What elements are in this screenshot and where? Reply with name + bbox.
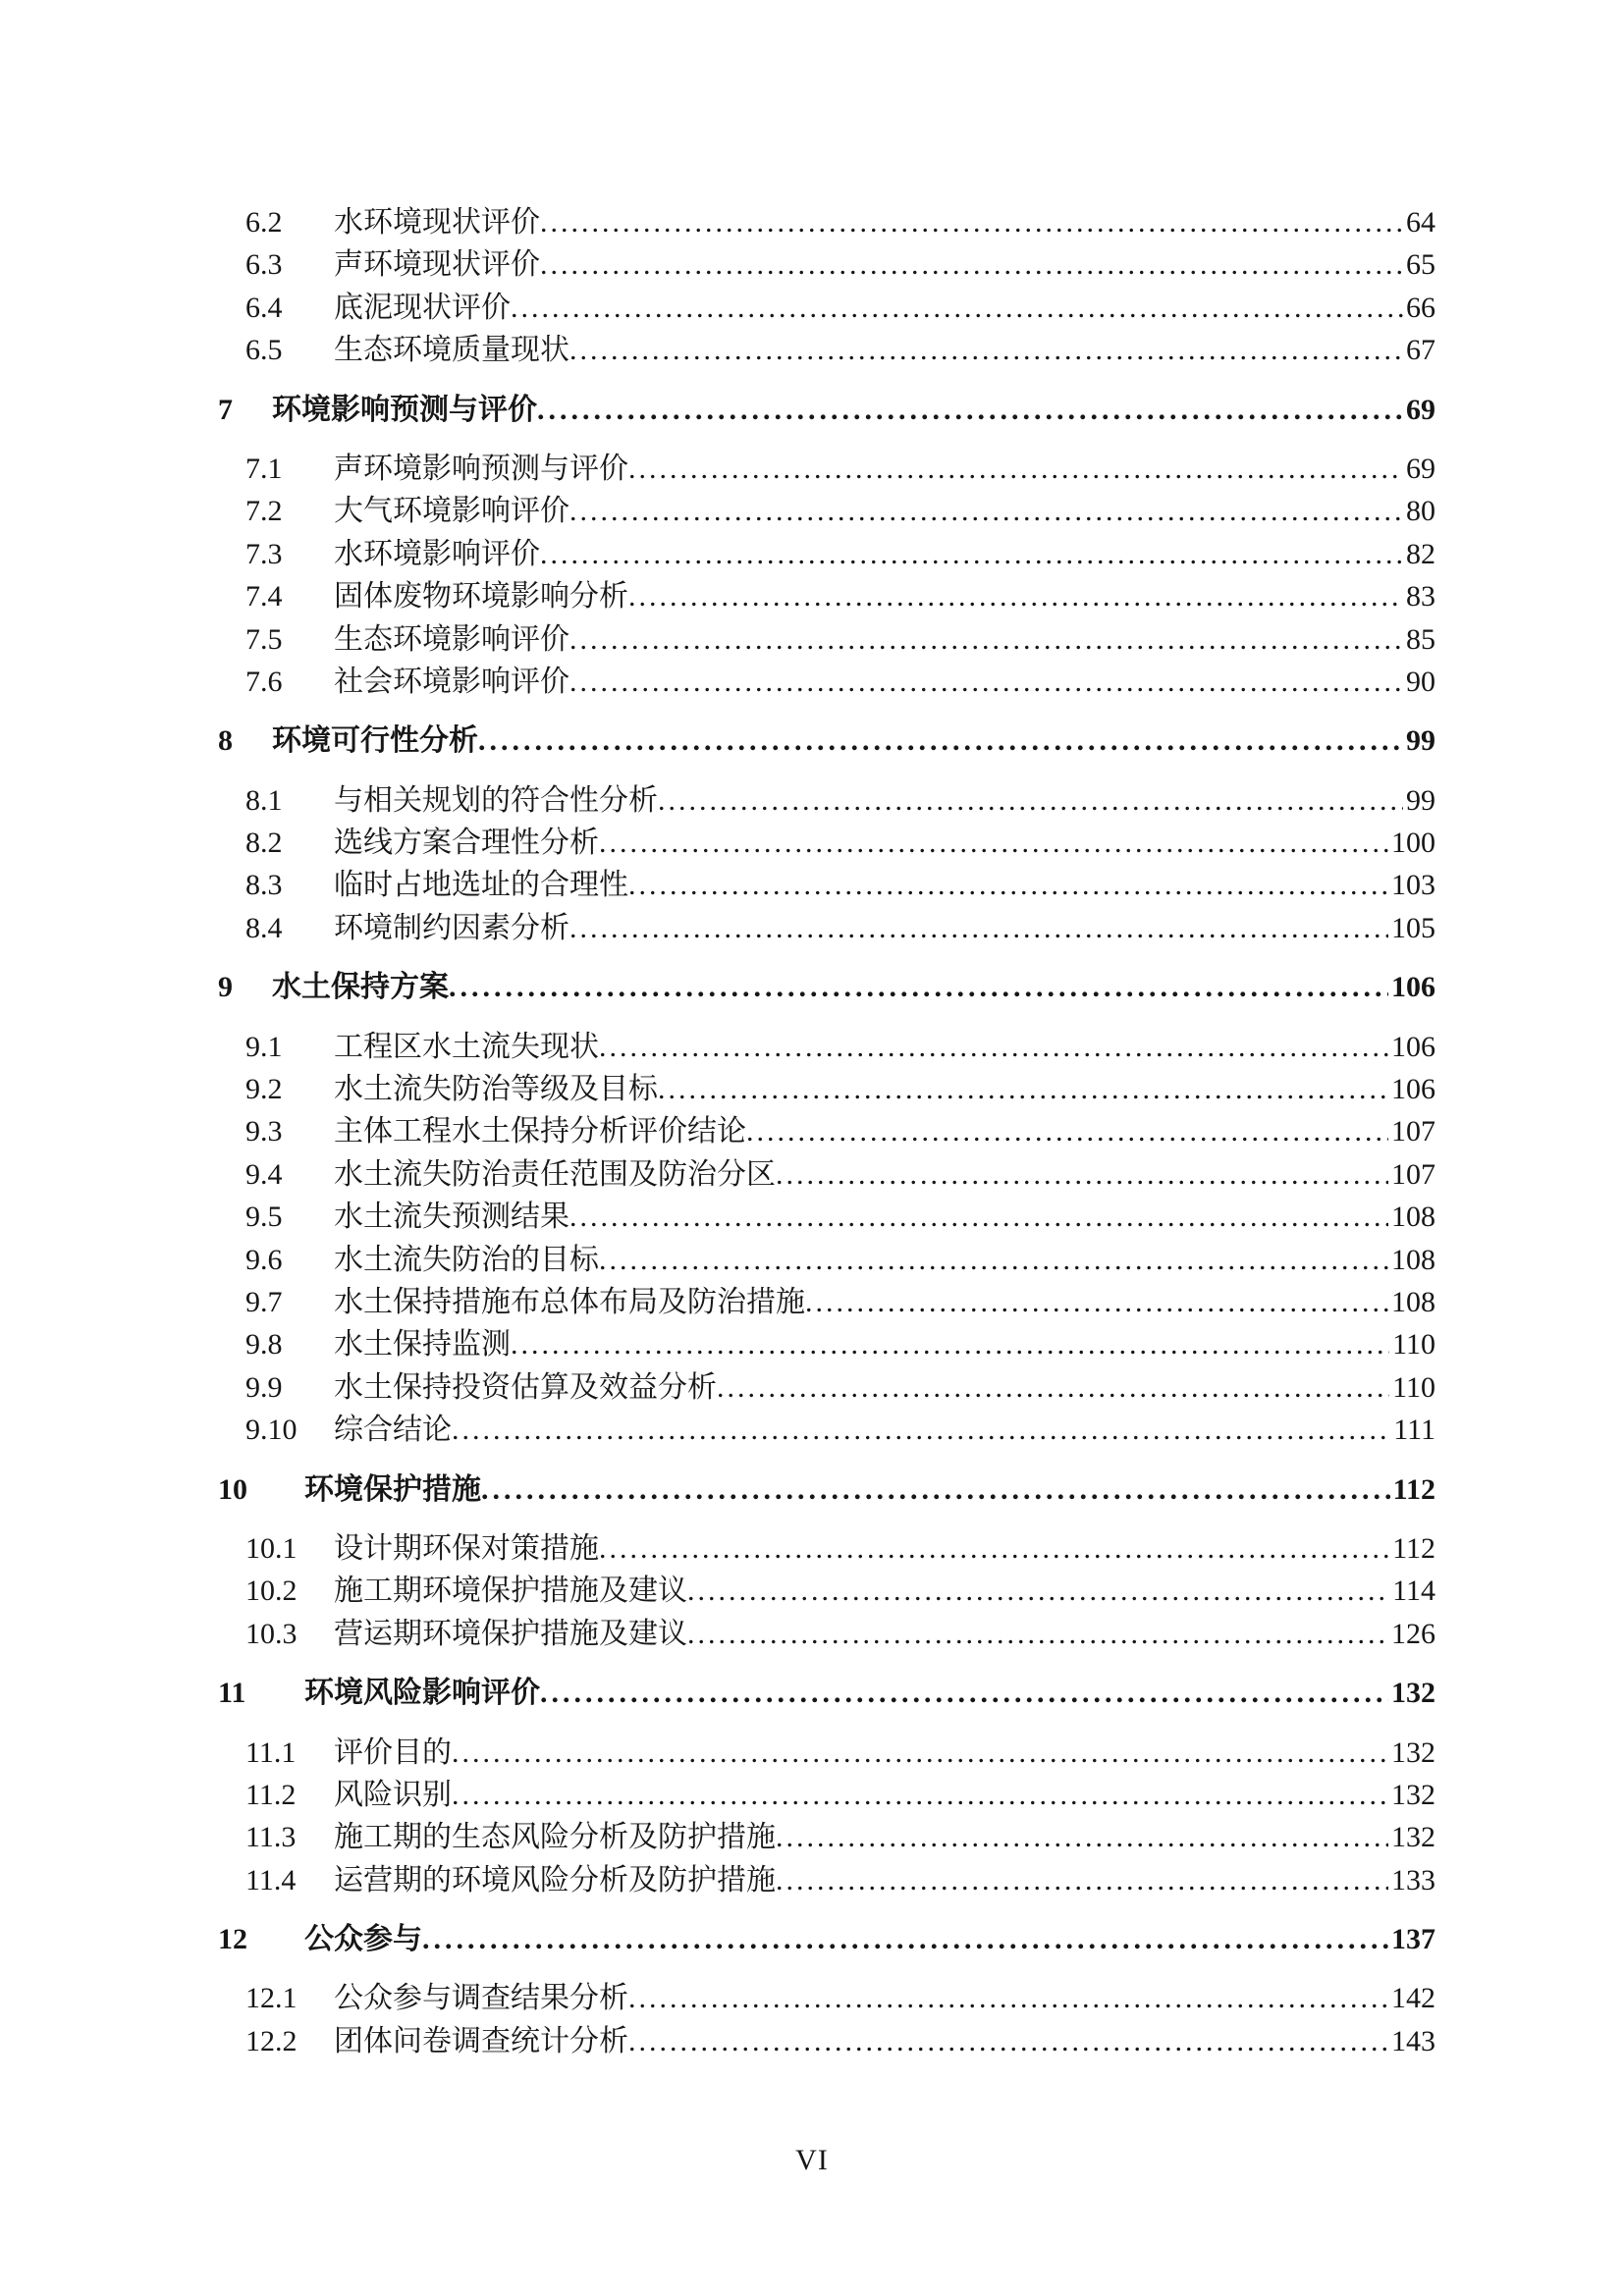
- toc-entry-title: 水土流失预测结果: [334, 1201, 569, 1234]
- toc-leader-dots: [452, 1774, 1388, 1816]
- toc-entry-page: 112: [1392, 1472, 1435, 1506]
- toc-entry-title: 风险识别: [334, 1778, 452, 1811]
- toc-entry[interactable]: [218, 822, 1435, 864]
- toc-entry-number: 9: [218, 971, 233, 1004]
- toc-entry-number: 6.2: [245, 206, 283, 239]
- toc-entry-page: 110: [1392, 1370, 1435, 1404]
- toc-entry-title: 声环境影响预测与评价: [334, 452, 628, 485]
- toc-entry-title: 固体废物环境影响分析: [334, 580, 628, 614]
- toc-entry-page: 132: [1391, 1778, 1435, 1811]
- toc-leader-dots: [511, 287, 1403, 329]
- toc-entry-page: 132: [1391, 1821, 1435, 1854]
- toc-entry-title: 公众参与调查结果分析: [334, 1982, 628, 2015]
- toc-entry[interactable]: [218, 1110, 1435, 1152]
- toc-entry-page: 90: [1406, 665, 1435, 698]
- toc-entry-title: 环境制约因素分析: [334, 911, 569, 944]
- toc-entry-title: 水土保持监测: [334, 1328, 511, 1362]
- toc-entry-page: 65: [1406, 248, 1435, 282]
- toc-entry-page: 100: [1391, 827, 1435, 860]
- toc-entry-page: 108: [1391, 1285, 1435, 1318]
- toc-entry-title: 公众参与: [304, 1923, 422, 1956]
- toc-entry-number: 7.2: [245, 495, 283, 528]
- toc-entry[interactable]: [218, 1323, 1435, 1365]
- toc-entry[interactable]: [218, 618, 1435, 661]
- toc-entry[interactable]: [218, 1366, 1435, 1409]
- toc-entry-page: 111: [1393, 1414, 1435, 1447]
- toc-leader-dots: [537, 389, 1403, 431]
- toc-entry-page: 66: [1406, 291, 1435, 324]
- toc-entry-page: 83: [1406, 580, 1435, 614]
- toc-leader-dots: [717, 1366, 1389, 1409]
- toc-entry-number: 7.6: [245, 665, 283, 698]
- toc-leader-dots: [687, 1570, 1389, 1612]
- toc-entry[interactable]: [218, 779, 1435, 822]
- toc-entry-number: 9.5: [245, 1201, 283, 1234]
- toc-leader-dots: [540, 243, 1403, 286]
- toc-entry-number: 10: [218, 1472, 247, 1506]
- toc-entry-number: 9.7: [245, 1285, 283, 1318]
- toc-entry-number: 11.4: [245, 1863, 297, 1896]
- toc-entry-number: 12.2: [245, 2024, 298, 2057]
- toc-entry-title: 环境可行性分析: [272, 724, 478, 758]
- toc-entry-page: 110: [1392, 1328, 1435, 1362]
- toc-leader-dots: [776, 1153, 1388, 1196]
- toc-entry[interactable]: [218, 1468, 1435, 1511]
- toc-entry[interactable]: [218, 243, 1435, 286]
- toc-entry-number: 9.2: [245, 1073, 283, 1106]
- toc-entry-number: 8: [218, 724, 233, 758]
- toc-entry-title: 水土流失防治等级及目标: [334, 1073, 658, 1106]
- toc-entry[interactable]: [218, 720, 1435, 762]
- toc-leader-dots: [422, 1918, 1388, 1960]
- toc-entry-title: 水土保持方案: [272, 971, 449, 1004]
- toc-leader-dots: [687, 1613, 1388, 1655]
- toc-leader-dots: [569, 329, 1403, 371]
- toc-leader-dots: [805, 1281, 1388, 1323]
- toc-entry-title: 环境风险影响评价: [304, 1677, 540, 1710]
- toc-entry-title: 生态环境质量现状: [334, 334, 569, 367]
- toc-leader-dots: [599, 822, 1388, 864]
- toc-entry-title: 大气环境影响评价: [334, 495, 569, 528]
- toc-entry-number: 8.4: [245, 911, 283, 944]
- toc-entry-page: 99: [1406, 724, 1435, 758]
- toc-entry[interactable]: [218, 661, 1435, 703]
- toc-leader-dots: [658, 779, 1403, 822]
- toc-entry-title: 社会环境影响评价: [334, 665, 569, 698]
- toc-entry-number: 11.3: [245, 1821, 297, 1854]
- toc-entry[interactable]: [218, 1918, 1435, 1960]
- toc-entry[interactable]: [218, 1026, 1435, 1068]
- toc-entry-number: 7.1: [245, 452, 283, 485]
- toc-entry[interactable]: [218, 864, 1435, 906]
- toc-entry-number: 10.2: [245, 1575, 298, 1608]
- toc-leader-dots: [511, 1323, 1389, 1365]
- toc-entry-title: 工程区水土流失现状: [334, 1030, 599, 1063]
- toc-entry-number: 8.1: [245, 783, 283, 817]
- toc-entry[interactable]: [218, 966, 1435, 1008]
- toc-entry-number: 11: [218, 1677, 246, 1710]
- toc-entry-number: 9.10: [245, 1414, 298, 1447]
- toc-entry-page: 114: [1392, 1575, 1435, 1608]
- toc-entry-title: 与相关规划的符合性分析: [334, 783, 658, 817]
- toc-entry-title: 生态环境影响评价: [334, 622, 569, 656]
- toc-entry-number: 9.9: [245, 1370, 283, 1404]
- toc-entry-title: 水土保持措施布总体布局及防治措施: [334, 1285, 805, 1318]
- toc-entry-page: 69: [1406, 393, 1435, 426]
- toc-entry-title: 设计期环保对策措施: [334, 1531, 599, 1565]
- toc-entry-page: 137: [1391, 1923, 1435, 1956]
- toc-entry-title: 施工期的生态风险分析及防护措施: [334, 1821, 776, 1854]
- toc-entry-title: 水土保持投资估算及效益分析: [334, 1370, 717, 1404]
- toc-entry-page: 106: [1391, 1073, 1435, 1106]
- toc-entry[interactable]: [218, 287, 1435, 329]
- toc-leader-dots: [599, 1026, 1388, 1068]
- toc-leader-dots: [599, 1527, 1389, 1570]
- toc-entry-page: 112: [1392, 1531, 1435, 1565]
- toc-leader-dots: [569, 661, 1403, 703]
- toc-entry-title: 声环境现状评价: [334, 248, 540, 282]
- toc-entry[interactable]: [218, 907, 1435, 949]
- toc-entry-page: 64: [1406, 206, 1435, 239]
- toc-entry[interactable]: [218, 1570, 1435, 1612]
- toc-leader-dots: [569, 490, 1403, 532]
- toc-entry-title: 运营期的环境风险分析及防护措施: [334, 1863, 776, 1896]
- toc-entry-number: 6.3: [245, 248, 283, 282]
- toc-leader-dots: [628, 2020, 1388, 2062]
- toc-entry-number: 6.5: [245, 334, 283, 367]
- toc-entry-page: 67: [1406, 334, 1435, 367]
- toc-entry[interactable]: [218, 575, 1435, 617]
- toc-entry[interactable]: [218, 1732, 1435, 1774]
- toc-entry[interactable]: [218, 329, 1435, 371]
- toc-entry[interactable]: [218, 533, 1435, 575]
- toc-entry[interactable]: [218, 1816, 1435, 1858]
- toc-leader-dots: [628, 575, 1403, 617]
- toc-leader-dots: [569, 907, 1388, 949]
- toc-entry-page: 108: [1391, 1243, 1435, 1276]
- toc-entry-page: 99: [1406, 783, 1435, 817]
- toc-entry[interactable]: [218, 1409, 1435, 1451]
- toc-leader-dots: [628, 448, 1403, 490]
- toc-entry[interactable]: [218, 1613, 1435, 1655]
- toc-entry-title: 底泥现状评价: [334, 291, 511, 324]
- toc-entry-page: 142: [1391, 1982, 1435, 2015]
- toc-entry-number: 7: [218, 393, 233, 426]
- toc-leader-dots: [658, 1068, 1388, 1110]
- toc-entry[interactable]: [218, 1196, 1435, 1238]
- toc-entry-page: 80: [1406, 495, 1435, 528]
- toc-entry-page: 126: [1391, 1617, 1435, 1650]
- toc-leader-dots: [452, 1732, 1388, 1774]
- toc-entry-title: 水土流失防治责任范围及防治分区: [334, 1157, 776, 1191]
- toc-leader-dots: [478, 720, 1403, 762]
- toc-entry-number: 9.4: [245, 1157, 283, 1191]
- toc-entry[interactable]: [218, 1281, 1435, 1323]
- toc-entry-page: 107: [1391, 1157, 1435, 1191]
- toc-entry-title: 环境保护措施: [304, 1472, 481, 1506]
- toc-leader-dots: [540, 201, 1403, 243]
- toc-entry-number: 7.4: [245, 580, 283, 614]
- toc-entry-page: 85: [1406, 622, 1435, 656]
- toc-entry[interactable]: [218, 490, 1435, 532]
- toc-entry-title: 评价目的: [334, 1735, 452, 1769]
- toc-entry-number: 11.2: [245, 1778, 297, 1811]
- toc-entry-page: 69: [1406, 452, 1435, 485]
- toc-leader-dots: [746, 1110, 1388, 1152]
- toc-entry[interactable]: [218, 1068, 1435, 1110]
- toc-entry-title: 主体工程水土保持分析评价结论: [334, 1115, 746, 1148]
- toc-entry-number: 8.2: [245, 827, 283, 860]
- toc-entry-number: 11.1: [245, 1735, 297, 1769]
- toc-entry-title: 团体问卷调查统计分析: [334, 2024, 628, 2057]
- toc-entry-page: 107: [1391, 1115, 1435, 1148]
- toc-leader-dots: [776, 1859, 1388, 1901]
- toc-entry-page: 103: [1391, 869, 1435, 902]
- toc-leader-dots: [449, 966, 1388, 1008]
- toc-entry-number: 6.4: [245, 291, 283, 324]
- toc-leader-dots: [481, 1468, 1390, 1511]
- toc-leader-dots: [569, 618, 1403, 661]
- toc-entry-number: 8.3: [245, 869, 283, 902]
- toc-entry[interactable]: [218, 1672, 1435, 1714]
- toc-entry-number: 12.1: [245, 1982, 298, 2015]
- toc-entry-number: 10.1: [245, 1531, 298, 1565]
- toc-entry-number: 9.3: [245, 1115, 283, 1148]
- toc-entry-title: 环境影响预测与评价: [272, 393, 537, 426]
- toc-entry-title: 营运期环境保护措施及建议: [334, 1617, 687, 1650]
- toc-entry-page: 143: [1391, 2024, 1435, 2057]
- toc-entry-number: 10.3: [245, 1617, 298, 1650]
- toc-entry-page: 106: [1391, 1030, 1435, 1063]
- toc-entry-title: 临时占地选址的合理性: [334, 869, 628, 902]
- toc-entry-number: 7.3: [245, 537, 283, 570]
- toc-entry-page: 132: [1391, 1677, 1435, 1710]
- toc-leader-dots: [628, 1977, 1388, 2019]
- toc-entry[interactable]: [218, 1859, 1435, 1901]
- toc-entry[interactable]: [218, 1527, 1435, 1570]
- toc-leader-dots: [599, 1239, 1388, 1281]
- toc-leader-dots: [540, 1672, 1388, 1714]
- toc-entry-page: 133: [1391, 1863, 1435, 1896]
- toc-entry-title: 水环境影响评价: [334, 537, 540, 570]
- toc-entry-title: 施工期环境保护措施及建议: [334, 1575, 687, 1608]
- toc-leader-dots: [569, 1196, 1388, 1238]
- toc-entry-page: 105: [1391, 911, 1435, 944]
- toc-entry-page: 108: [1391, 1201, 1435, 1234]
- toc-entry-title: 水环境现状评价: [334, 206, 540, 239]
- toc-entry-title: 综合结论: [334, 1414, 452, 1447]
- toc-entry[interactable]: [218, 2020, 1435, 2062]
- toc-entry[interactable]: [218, 1774, 1435, 1816]
- footer-page-number: VI: [795, 2144, 829, 2176]
- toc-entry-number: 9.1: [245, 1030, 283, 1063]
- toc-entry-number: 12: [218, 1923, 247, 1956]
- toc-entry-number: 7.5: [245, 622, 283, 656]
- toc-entry[interactable]: [218, 1239, 1435, 1281]
- toc-leader-dots: [776, 1816, 1388, 1858]
- toc-entry-page: 82: [1406, 537, 1435, 570]
- toc-entry[interactable]: [218, 389, 1435, 431]
- toc-entry-number: 9.6: [245, 1243, 283, 1276]
- toc-leader-dots: [628, 864, 1388, 906]
- toc-leader-dots: [452, 1409, 1390, 1451]
- toc-entry-page: 132: [1391, 1735, 1435, 1769]
- toc-entry-page: 106: [1391, 971, 1435, 1004]
- toc-entry[interactable]: [218, 201, 1435, 243]
- toc-entry-title: 水土流失防治的目标: [334, 1243, 599, 1276]
- toc-entry[interactable]: [218, 1153, 1435, 1196]
- toc-entry-number: 9.8: [245, 1328, 283, 1362]
- toc-entry-title: 选线方案合理性分析: [334, 827, 599, 860]
- toc-entry[interactable]: [218, 448, 1435, 490]
- toc-entry[interactable]: [218, 1977, 1435, 2019]
- toc-leader-dots: [540, 533, 1403, 575]
